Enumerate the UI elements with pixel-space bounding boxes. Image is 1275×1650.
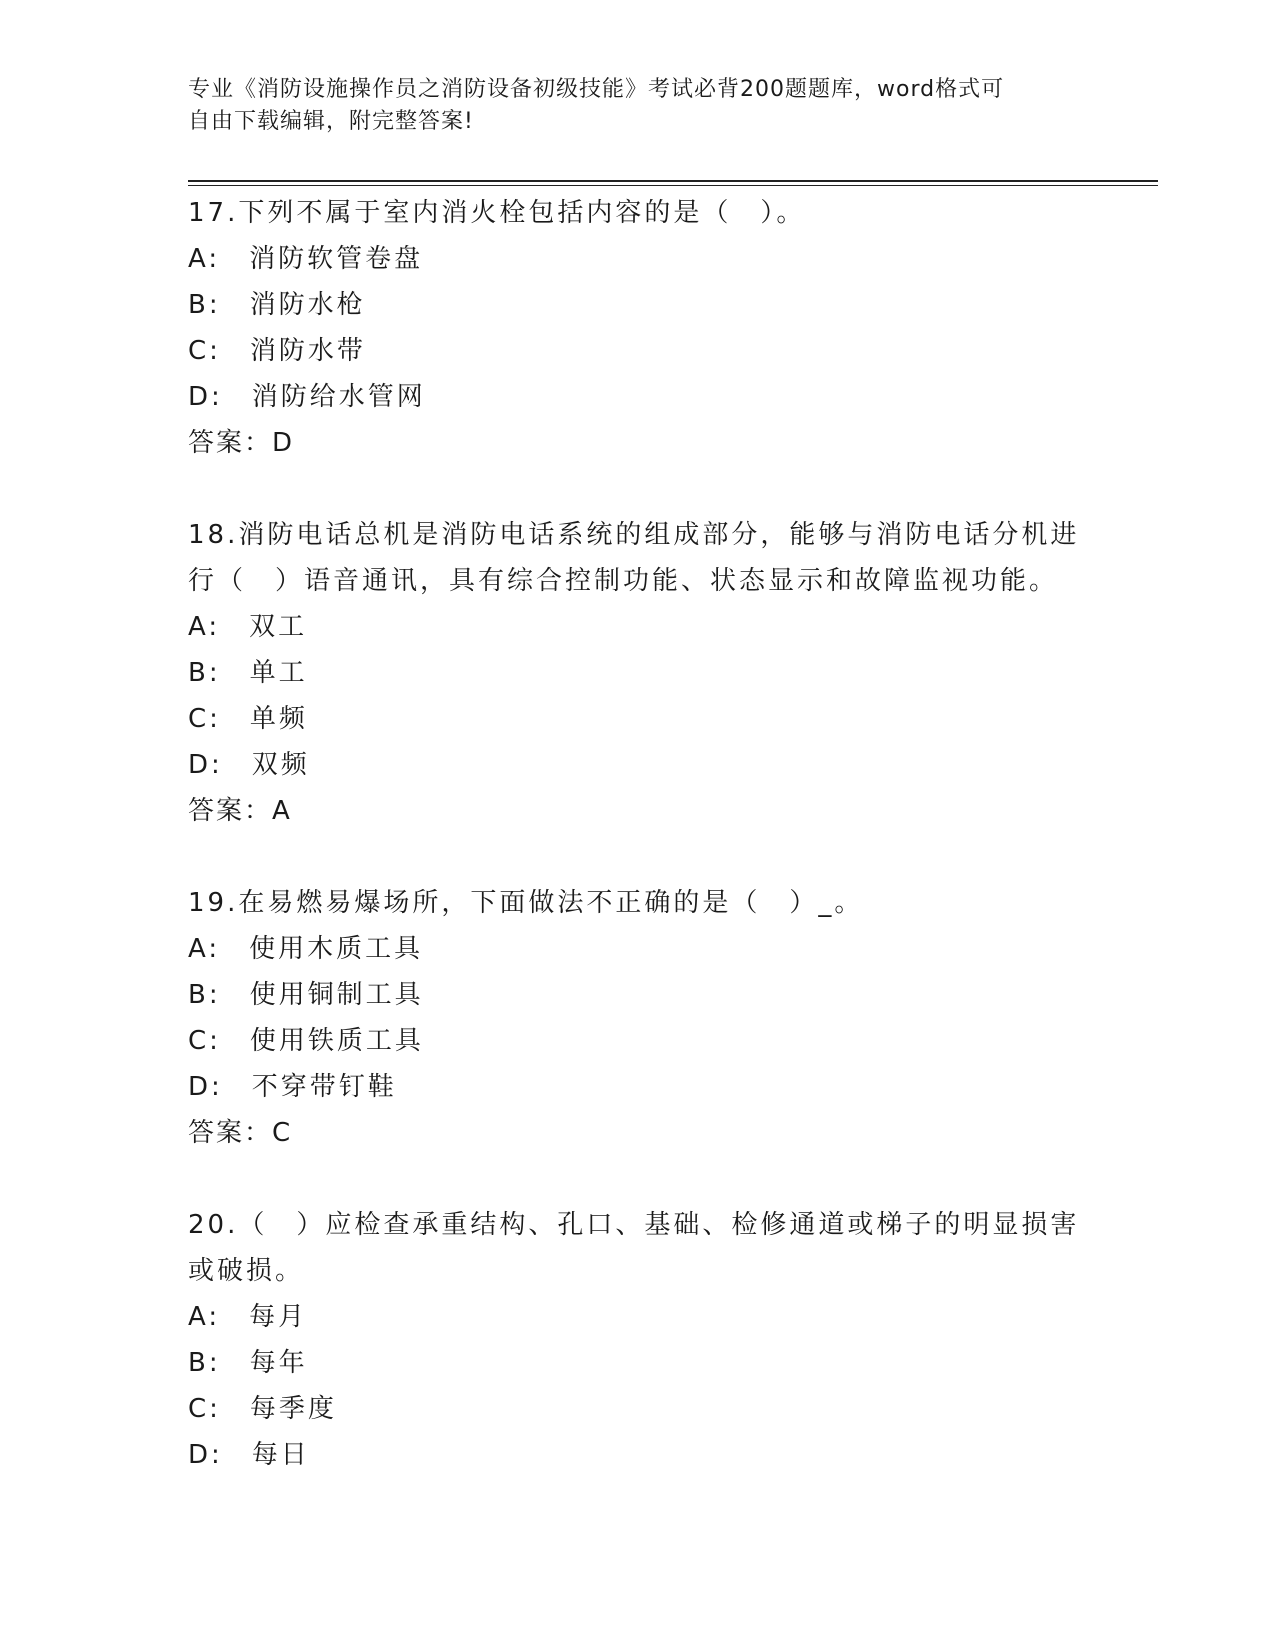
question-19 [188, 880, 1088, 1156]
option-c: C: 使用铁质工具 [188, 1026, 424, 1056]
question-stem-line-1: 20.（ ）应检查承重结构、孔口、基础、检修通道或梯子的明显损害 [188, 1210, 1080, 1240]
option-a: A: 每月 [188, 1302, 308, 1332]
option-a: A: 消防软管卷盘 [188, 244, 424, 274]
question-stem: 17.下列不属于室内消火栓包括内容的是（ ）。 [188, 198, 806, 228]
option-d: D: 双频 [188, 750, 310, 780]
option-a: A: 使用木质工具 [188, 934, 424, 964]
header-line-2: 自由下载编辑，附完整答案! [188, 109, 474, 134]
document-header [188, 74, 1068, 138]
option-a: A: 双工 [188, 612, 308, 642]
question-17 [188, 190, 1088, 466]
question-20 [188, 1202, 1088, 1478]
question-list [188, 190, 1088, 1524]
header-line-1: 专业《消防设施操作员之消防设备初级技能》考试必背200题题库，word格式可 [188, 77, 1005, 102]
header-divider-thick [188, 180, 1158, 182]
option-b: B: 使用铜制工具 [188, 980, 424, 1010]
option-b: B: 消防水枪 [188, 290, 366, 320]
option-c: C: 单频 [188, 704, 308, 734]
answer: 答案：C [188, 1118, 293, 1148]
option-b: B: 每年 [188, 1348, 308, 1378]
option-d: D: 每日 [188, 1440, 310, 1470]
question-stem-line-1: 18.消防电话总机是消防电话系统的组成部分，能够与消防电话分机进 [188, 520, 1080, 550]
option-b: B: 单工 [188, 658, 308, 688]
question-stem: 19.在易燃易爆场所，下面做法不正确的是（ ）_。 [188, 888, 864, 918]
question-18 [188, 512, 1088, 834]
option-d: D: 消防给水管网 [188, 382, 426, 412]
option-d: D: 不穿带钉鞋 [188, 1072, 397, 1102]
answer: 答案：D [188, 428, 295, 458]
option-c: C: 消防水带 [188, 336, 366, 366]
header-divider-thin [188, 185, 1158, 186]
question-stem-line-2: 行（ ）语音通讯，具有综合控制功能、状态显示和故障监视功能。 [188, 566, 1059, 596]
question-stem-line-2: 或破损。 [188, 1256, 305, 1286]
option-c: C: 每季度 [188, 1394, 337, 1424]
answer: 答案：A [188, 796, 292, 826]
